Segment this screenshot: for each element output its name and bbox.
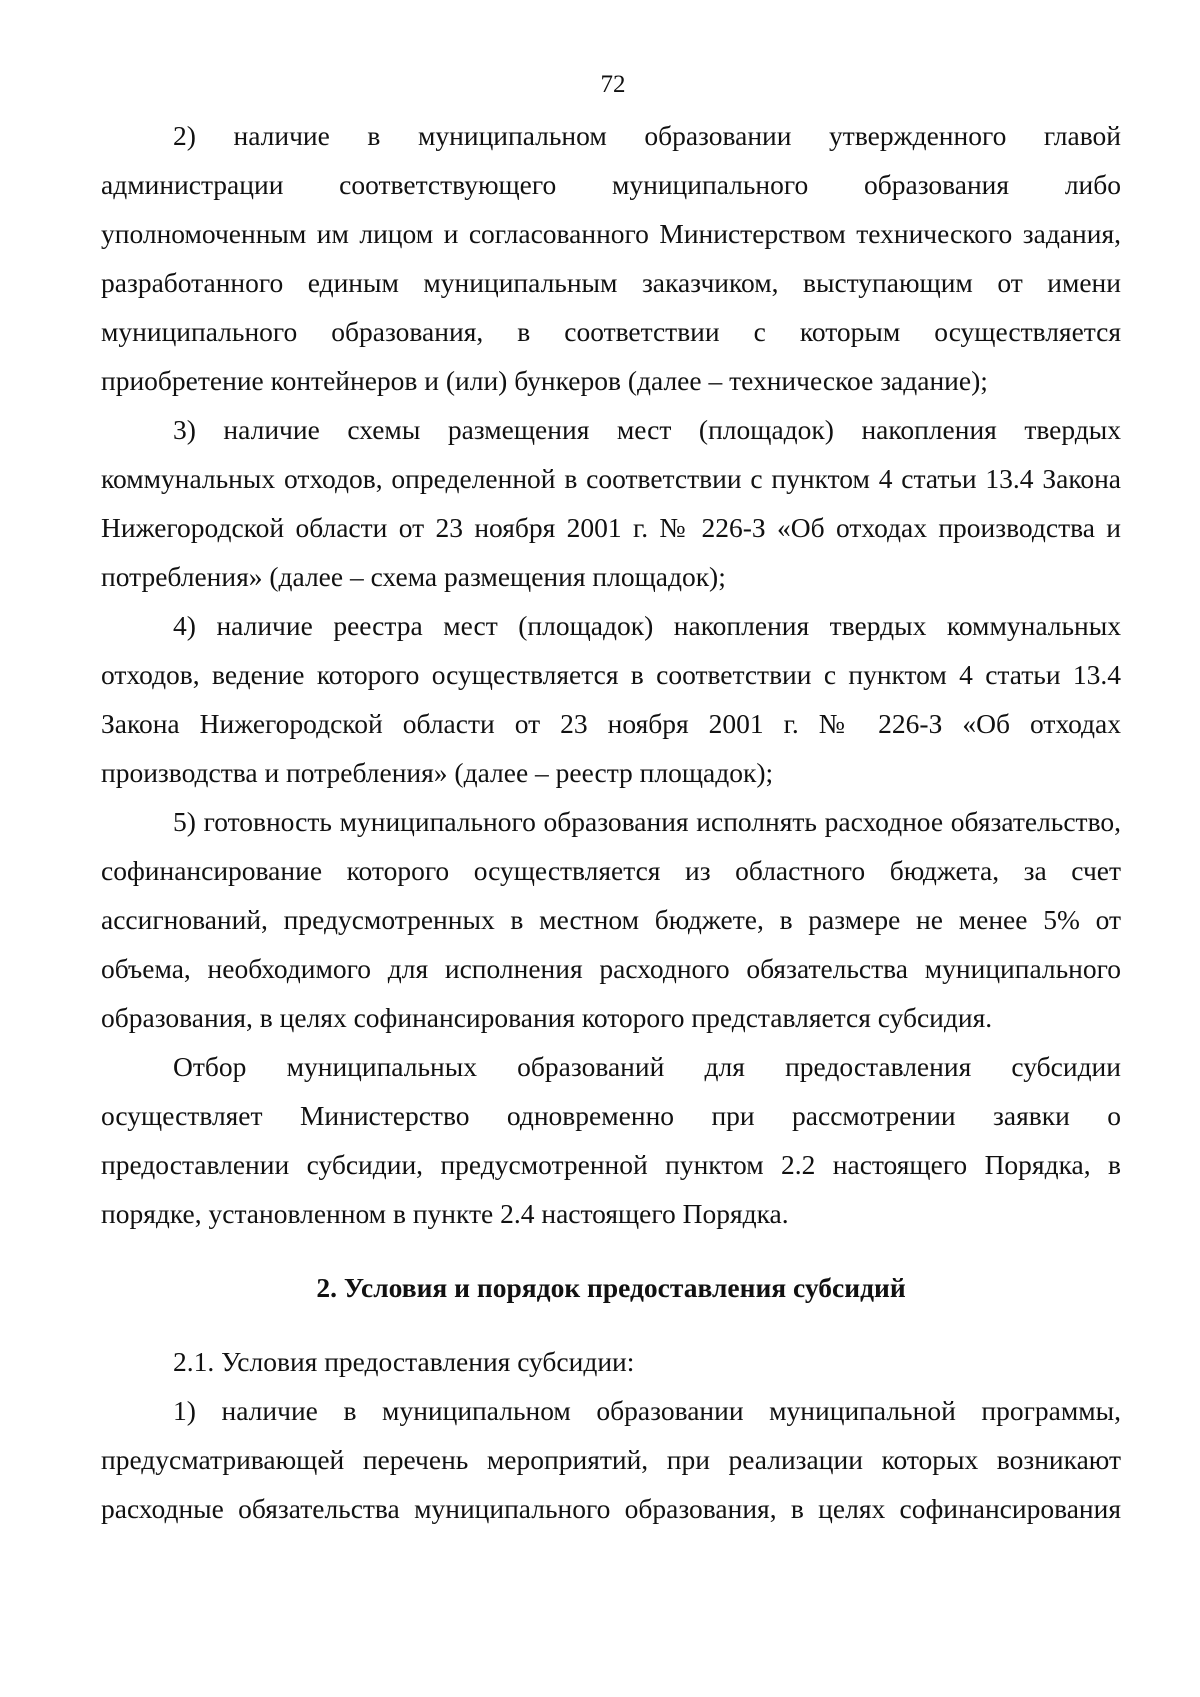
list-item-4: 4) наличие реестра мест (площадок) накопления твердых коммунальных отходов, ведение которого осуществляется в соответствии с пунктом 4 статьи 13.4 Закона Нижегородской области от 23 ноября 2001 г. № 226-З «Об отходах производства и потребления» (далее – реестр площадок); [101, 610, 1121, 788]
selection-paragraph: Отбор муниципальных образований для предоставления субсидии осуществляет Министерство одновременно при рассмотрении заявки о предоставлении субсидии, предусмотренной пунктом 2.2 настоящего Порядка, в порядке, установленном в пункте 2.4 настоящего Порядка. [101, 1051, 1121, 1229]
condition-item-1: 1) наличие в муниципальном образовании муниципальной программы, предусматривающей перечень мероприятий, при реализации которых возникают расходные обязательства муниципального образования, в целях софинансирования [101, 1395, 1121, 1524]
page-number: 72 [600, 71, 626, 98]
list-item-5: 5) готовность муниципального образования исполнять расходное обязательство, софинансирование которого осуществляется из областного бюджета, за счет ассигнований, предусмотренных в местном бюджете, в размере не менее 5% от объема, необходимого для исполнения расходного обязательства муниципального образования, в целях софинансирования которого представляется субсидия. [101, 806, 1121, 1033]
document-body [101, 111, 1121, 1533]
section-heading: 2. Условия и порядок предоставления субсидий [316, 1272, 906, 1303]
list-item-3: 3) наличие схемы размещения мест (площадок) накопления твердых коммунальных отходов, определенной в соответствии с пунктом 4 статьи 13.4 Закона Нижегородской области от 23 ноября 2001 г. № 226-З «Об отходах производства и потребления» (далее – схема размещения площадок); [101, 414, 1121, 592]
subsection-2-1: 2.1. Условия предоставления субсидии: [173, 1346, 635, 1377]
list-item-2: 2) наличие в муниципальном образовании утвержденного главой администрации соответствующего муниципального образования либо уполномоченным им лицом и согласованного Министерством технического задания, разработанного единым муниципальным заказчиком, выступающим от имени муниципального образования, в соответствии с которым осуществляется приобретение контейнеров и (или) бункеров (далее – техническое задание); [101, 120, 1121, 396]
